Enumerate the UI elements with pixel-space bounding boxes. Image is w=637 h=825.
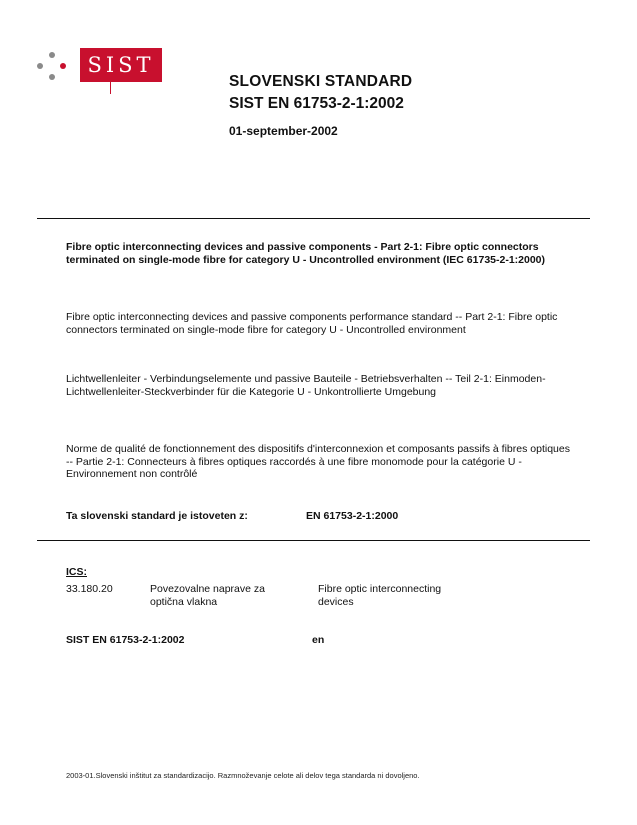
identical-value: EN 61753-2-1:2000 — [306, 510, 399, 522]
sist-logo: SIST — [80, 48, 162, 82]
logo-dots-icon — [37, 52, 67, 82]
logo-stem — [110, 82, 111, 94]
standard-date: 01-september-2002 — [229, 124, 338, 138]
ics-desc-en: Fibre optic interconnecting devices — [318, 583, 442, 608]
title-primary: Fibre optic interconnecting devices and passive components - Part 2-1: Fibre optic connectors terminated on single-mode fibre for category U - Uncontrolled environment (IEC 61735-2-1:2000) — [66, 241, 546, 266]
title-german: Lichtwellenleiter - Verbindungselemente und passive Bauteile - Betriebsverhalten -- Teil 2-1: Einmoden-Lichtwellenleiter-Steckverbinder für die Kategorie U - Unkontrollierte Umgebung — [66, 373, 546, 398]
title-french: Norme de qualité de fonctionnement des dispositifs d'interconnexion et composants passifs à fibres optiques -- Partie 2-1: Connecteurs à fibres optiques raccordés à une fibre monomode pour la catégorie U - Environnement non contrôlé — [66, 443, 570, 480]
ics-desc-sl: Povezovalne naprave za optična vlakna — [150, 583, 265, 608]
standard-type-title: SLOVENSKI STANDARD — [229, 73, 413, 90]
ics-code: 33.180.20 — [66, 583, 113, 595]
copyright-footer: 2003-01.Slovenski inštitut za standardizacijo. Razmnoževanje celote ali delov tega standarda ni dovoljeno. — [66, 771, 420, 780]
bottom-standard-code: SIST EN 61753-2-1:2002 — [66, 634, 185, 646]
title-english: Fibre optic interconnecting devices and passive components performance standard -- Part 2-1: Fibre optic connectors terminated on single-mode fibre for category U - Uncontrolled environment — [66, 311, 558, 336]
standard-code: SIST EN 61753-2-1:2002 — [229, 95, 404, 112]
top-divider — [37, 218, 590, 219]
language-code: en — [312, 634, 325, 646]
identical-label: Ta slovenski standard je istoveten z: — [66, 510, 248, 522]
bottom-divider — [37, 540, 590, 541]
ics-label: ICS: — [66, 566, 87, 578]
